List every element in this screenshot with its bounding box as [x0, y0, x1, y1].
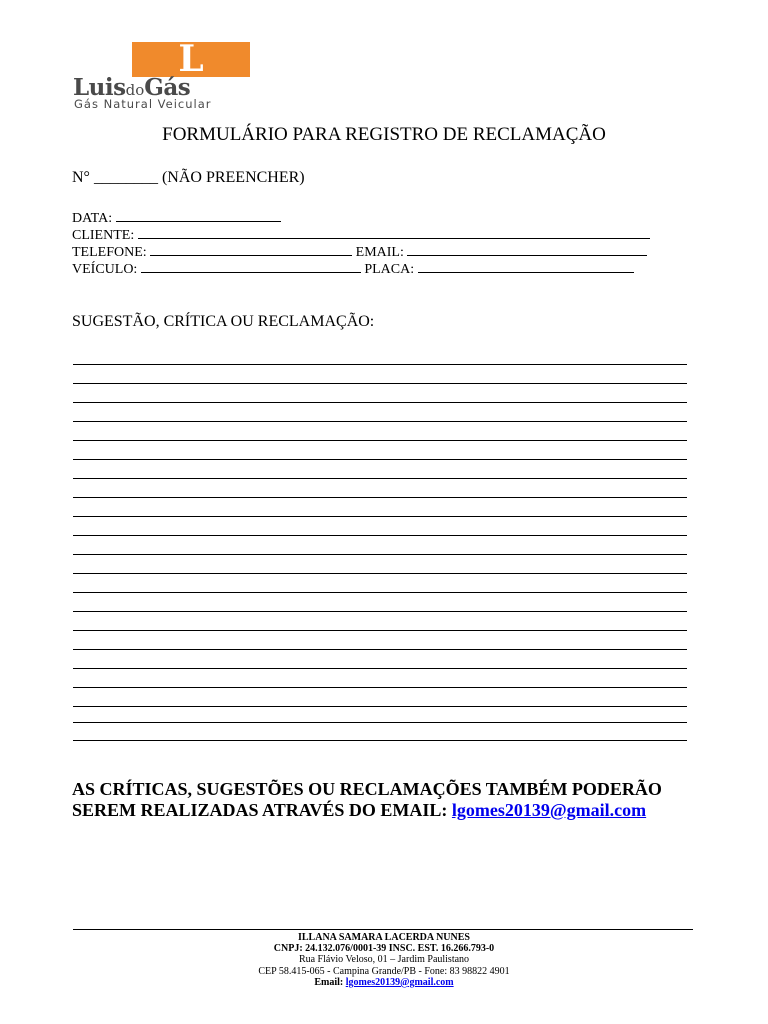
number-note: (NÃO PREENCHER): [161, 169, 305, 186]
logo-name-part2: do: [125, 81, 145, 99]
writing-line: [73, 740, 687, 741]
writing-line: [73, 611, 687, 612]
field-label-email: EMAIL:: [355, 245, 404, 260]
footer-divider: [73, 929, 693, 930]
field-label-placa: PLACA:: [364, 262, 415, 277]
writing-line: [73, 592, 687, 593]
footer-email-label: Email:: [314, 976, 344, 988]
field-veiculo-input[interactable]: [141, 260, 361, 273]
footer-email-link[interactable]: lgomes20139@gmail.com: [345, 976, 454, 988]
field-label-cliente: CLIENTE:: [72, 228, 135, 243]
footer: [0, 932, 768, 988]
writing-line: [73, 497, 687, 498]
notice-line-2-text: SEREM REALIZADAS ATRAVÉS DO EMAIL:: [72, 800, 448, 820]
field-cliente-input[interactable]: [138, 226, 650, 239]
writing-line: [73, 459, 687, 460]
email-notice: [72, 779, 712, 821]
field-telefone-input[interactable]: [150, 243, 352, 256]
logo-name-part3: Gás: [144, 74, 191, 101]
field-placa-input[interactable]: [418, 260, 634, 273]
writing-line: [73, 630, 687, 631]
writing-line: [73, 649, 687, 650]
notice-email-link[interactable]: lgomes20139@gmail.com: [451, 800, 647, 820]
footer-company-name: ILLANA SAMARA LACERDA NUNES: [298, 932, 470, 943]
number-blank: ________: [93, 169, 158, 186]
writing-line: [73, 535, 687, 536]
logo-name-part1: Luis: [73, 74, 126, 101]
writing-line: [73, 722, 687, 723]
field-label-data: DATA:: [72, 211, 113, 226]
page-title: FORMULÁRIO PARA REGISTRO DE RECLAMAÇÃO: [162, 124, 606, 145]
logo-tagline: Gás Natural Veicular: [74, 97, 212, 111]
section-label: SUGESTÃO, CRÍTICA OU RECLAMAÇÃO:: [72, 313, 375, 330]
writing-line: [73, 421, 687, 422]
writing-line: [73, 687, 687, 688]
field-label-veiculo: VEÍCULO:: [72, 262, 138, 277]
field-data-input[interactable]: [116, 209, 281, 222]
field-row-veiculo-placa: [72, 260, 634, 279]
number-label: N°: [72, 169, 90, 186]
field-label-telefone: TELEFONE:: [72, 245, 147, 260]
writing-line: [73, 554, 687, 555]
writing-line: [73, 668, 687, 669]
notice-line-1: AS CRÍTICAS, SUGESTÕES OU RECLAMAÇÕES TAMBÉM PODERÃO: [72, 779, 662, 799]
writing-line: [73, 478, 687, 479]
writing-line: [73, 402, 687, 403]
logo-mark: L: [132, 42, 250, 77]
footer-cep-phone: CEP 58.415-065 - Campina Grande/PB - Fone: 83 98822 4901: [258, 965, 510, 977]
writing-line: [73, 706, 687, 707]
footer-cnpj: CNPJ: 24.132.076/0001-39 INSC. EST. 16.266.793-0: [273, 943, 495, 955]
writing-line: [73, 573, 687, 574]
writing-line: [73, 516, 687, 517]
writing-line: [73, 440, 687, 441]
writing-line: [73, 383, 687, 384]
form-number-line: [72, 168, 305, 188]
footer-email-line: [0, 977, 768, 988]
notice-line-2: [72, 800, 712, 821]
field-email-input[interactable]: [407, 243, 647, 256]
writing-line: [73, 364, 687, 365]
footer-address: Rua Flávio Veloso, 01 – Jardim Paulistano: [298, 954, 470, 966]
